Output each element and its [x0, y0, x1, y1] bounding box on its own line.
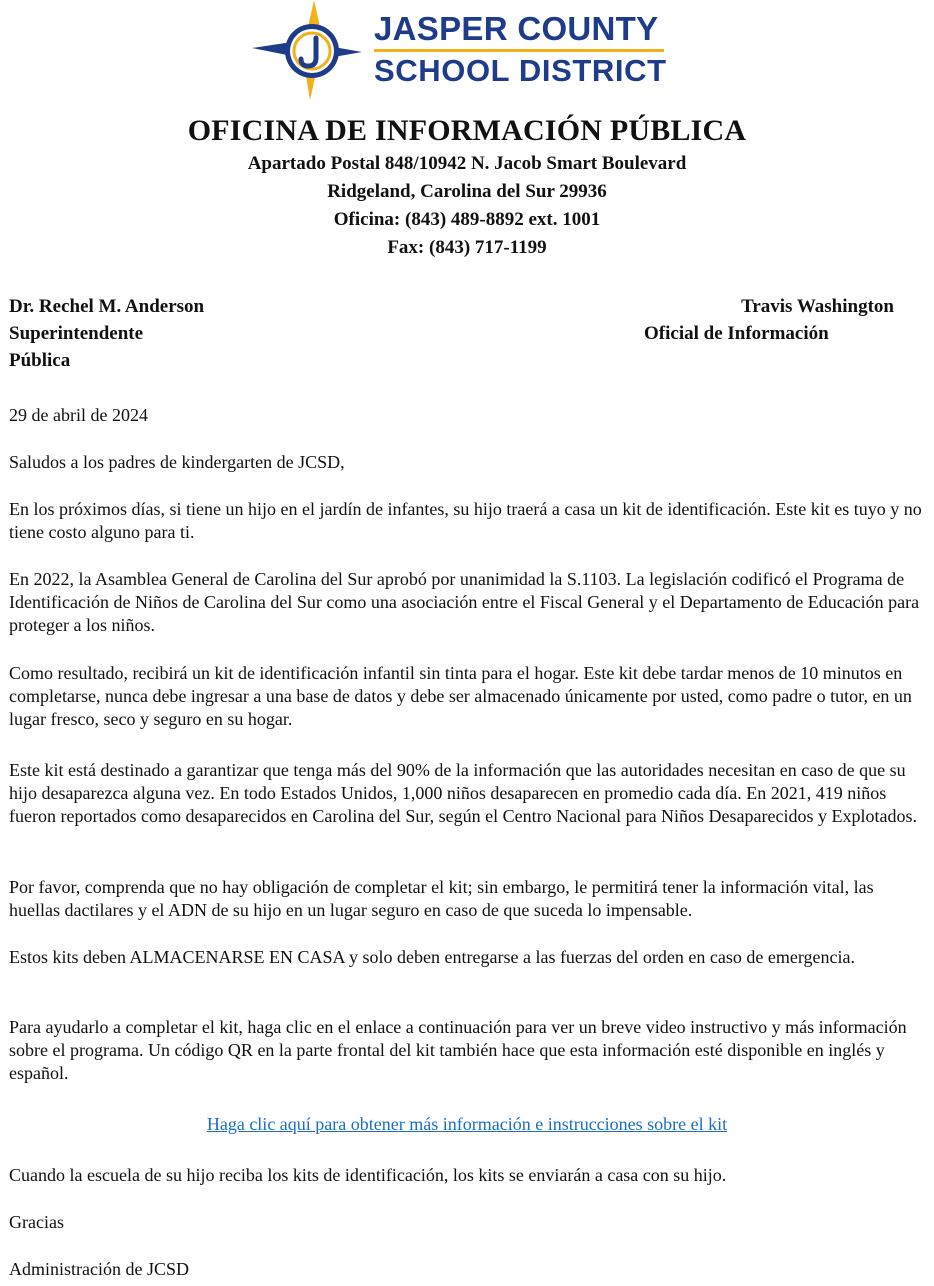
- info-officer-title: Oficial de Información: [644, 323, 829, 344]
- info-officer-name: Travis Washington: [741, 296, 894, 317]
- paragraph-7: Para ayudarlo a completar el kit, haga clic en el enlace a continuación para ver un breve video instructivo y más información sobre el programa. Un código QR en la parte frontal del kit también hace que esta información esté disponible en inglés y español.: [9, 1017, 907, 1083]
- superintendent-name: Dr. Rechel M. Anderson: [9, 296, 205, 317]
- paragraph-2: En 2022, la Asamblea General de Carolina del Sur aprobó por unanimidad la S.1103. La legislación codificó el Programa de Identificación de Niños de Carolina del Sur como una asociación entre el Fiscal General y el Departamento de Educación para proteger a los niños.: [9, 569, 920, 635]
- logo-line-1: JASPER COUNTY: [374, 10, 659, 47]
- paragraph-1: En los próximos días, si tiene un hijo en el jardín de infantes, su hijo traerá a casa un kit de identificación. Este kit es tuyo y no tiene costo alguno para ti.: [9, 499, 922, 542]
- compass-emblem-icon: [252, 0, 362, 100]
- paragraph-6: Estos kits deben ALMACENARSE EN CASA y solo deben entregarse a las fuerzas del orden en caso de emergencia.: [9, 947, 855, 967]
- paragraph-4: Este kit está destinado a garantizar que tenga más del 90% de la información que las autoridades necesitan en caso de que su hijo desaparezca alguna vez. En todo Estados Unidos, 1,000 niños desaparecen en promedio cada día. En 2021, 419 niños fueron reportados como desaparecidos en Carolina del Sur, según el Centro Nacional para Niños Desaparecidos y Explotados.: [9, 760, 917, 826]
- logo-wordmark: [374, 12, 667, 86]
- office-phone: Oficina: (843) 489-8892 ext. 1001: [333, 209, 601, 230]
- superintendent-title-2: Pública: [9, 350, 71, 371]
- letter-closing: Gracias: [9, 1212, 64, 1232]
- address-line-1: Apartado Postal 848/10942 N. Jacob Smart Boulevard: [247, 153, 687, 174]
- paragraph-3: Como resultado, recibirá un kit de identificación infantil sin tinta para el hogar. Este kit debe tardar menos de 10 minutos en completarse, nunca debe ingresar a una base de datos y debe ser almacenado únicamente por usted, como padre o tutor, en un lugar fresco, seco y seguro en su hogar.: [9, 663, 912, 729]
- kit-info-link[interactable]: Haga clic aquí para obtener más información e instrucciones sobre el kit: [206, 1114, 728, 1134]
- paragraph-5: Por favor, comprenda que no hay obligación de completar el kit; sin embargo, le permitirá tener la información vital, las huellas dactilares y el ADN de su hijo en un lugar seguro en caso de que suceda lo impensable.: [9, 877, 874, 920]
- logo-line-2: SCHOOL DISTRICT: [374, 53, 667, 88]
- info-officer-block: [644, 293, 894, 347]
- superintendent-block: [9, 293, 204, 374]
- letter-date: 29 de abril de 2024: [9, 405, 148, 425]
- paragraph-8: Cuando la escuela de su hijo reciba los kits de identificación, los kits se enviarán a casa con su hijo.: [9, 1165, 727, 1185]
- kit-info-link-row: [0, 1114, 934, 1135]
- address-line-2: Ridgeland, Carolina del Sur 29936: [327, 181, 607, 202]
- logo-divider: [374, 49, 664, 52]
- office-title: OFICINA DE INFORMACIÓN PÚBLICA: [187, 114, 747, 147]
- office-fax: Fax: (843) 717-1199: [387, 237, 547, 258]
- letter-signature: Administración de JCSD: [9, 1259, 189, 1279]
- district-logo: [252, 0, 682, 100]
- letter-greeting: Saludos a los padres de kindergarten de JCSD,: [9, 452, 345, 472]
- superintendent-title: Superintendente: [9, 323, 144, 344]
